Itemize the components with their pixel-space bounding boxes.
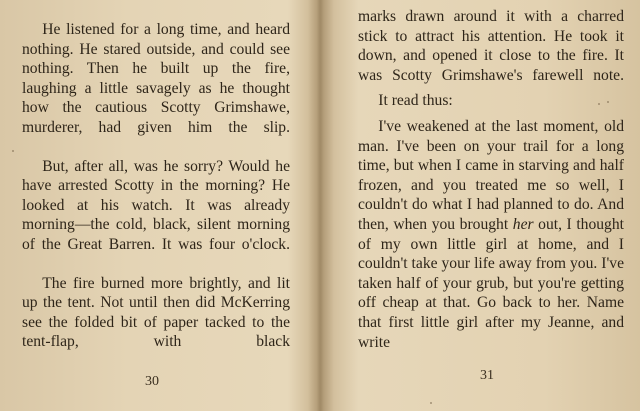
left-paragraph-2: But, after all, was he sorry? Would he have arrested Scotty in the morning? He looked at his watch. It was already morning—the cold, black, silent morning of the Great Barren. It was four o'clock. [22,157,290,253]
right-paragraph-2: It read thus: [378,92,453,110]
paper-speck [12,150,14,152]
note-text-end: out, I thought of my own little girl at home, and I couldn't take your life away from you. I've taken half of your grub, but you're getting off cheap at that. Go back to her. Name that first little girl after my Jeanne, and write [358,215,624,351]
left-paragraph-1: He listened for a long time, and heard nothing. He stared outside, and could see nothing. Then he built up the fire, laughing a little savagely as he thought how the cautious Scotty Grimshawe, murderer, had given him the slip. [22,21,290,136]
left-page-number: 30 [145,374,159,389]
left-page-text [22,20,290,352]
paper-speck [598,103,600,105]
note-italic-word: her [512,215,534,233]
right-paragraph-3 [358,117,624,352]
paper-speck [430,402,432,404]
note-text-start: I've weakened at the last moment, old man. I've been on your trail for a long time, but when I came in starving and half frozen, and you treated me so well, I couldn't do what I had planned to do. And then, when you brought [358,117,624,233]
right-paragraph-1: marks drawn around it with a charred stick to attract his attention. He took it down, and opened it close to the fire. It was Scotty Grimshawe's farewell note. [358,8,624,84]
left-paragraph-3: The fire burned more brightly, and lit up the tent. Not until then did McKerring see the folded bit of paper tacked to the tent-flap, with black [22,274,290,351]
left-page [0,0,312,411]
paper-speck [607,101,609,103]
right-page [330,0,640,411]
right-page-text [358,7,624,352]
right-page-number: 31 [480,368,494,383]
